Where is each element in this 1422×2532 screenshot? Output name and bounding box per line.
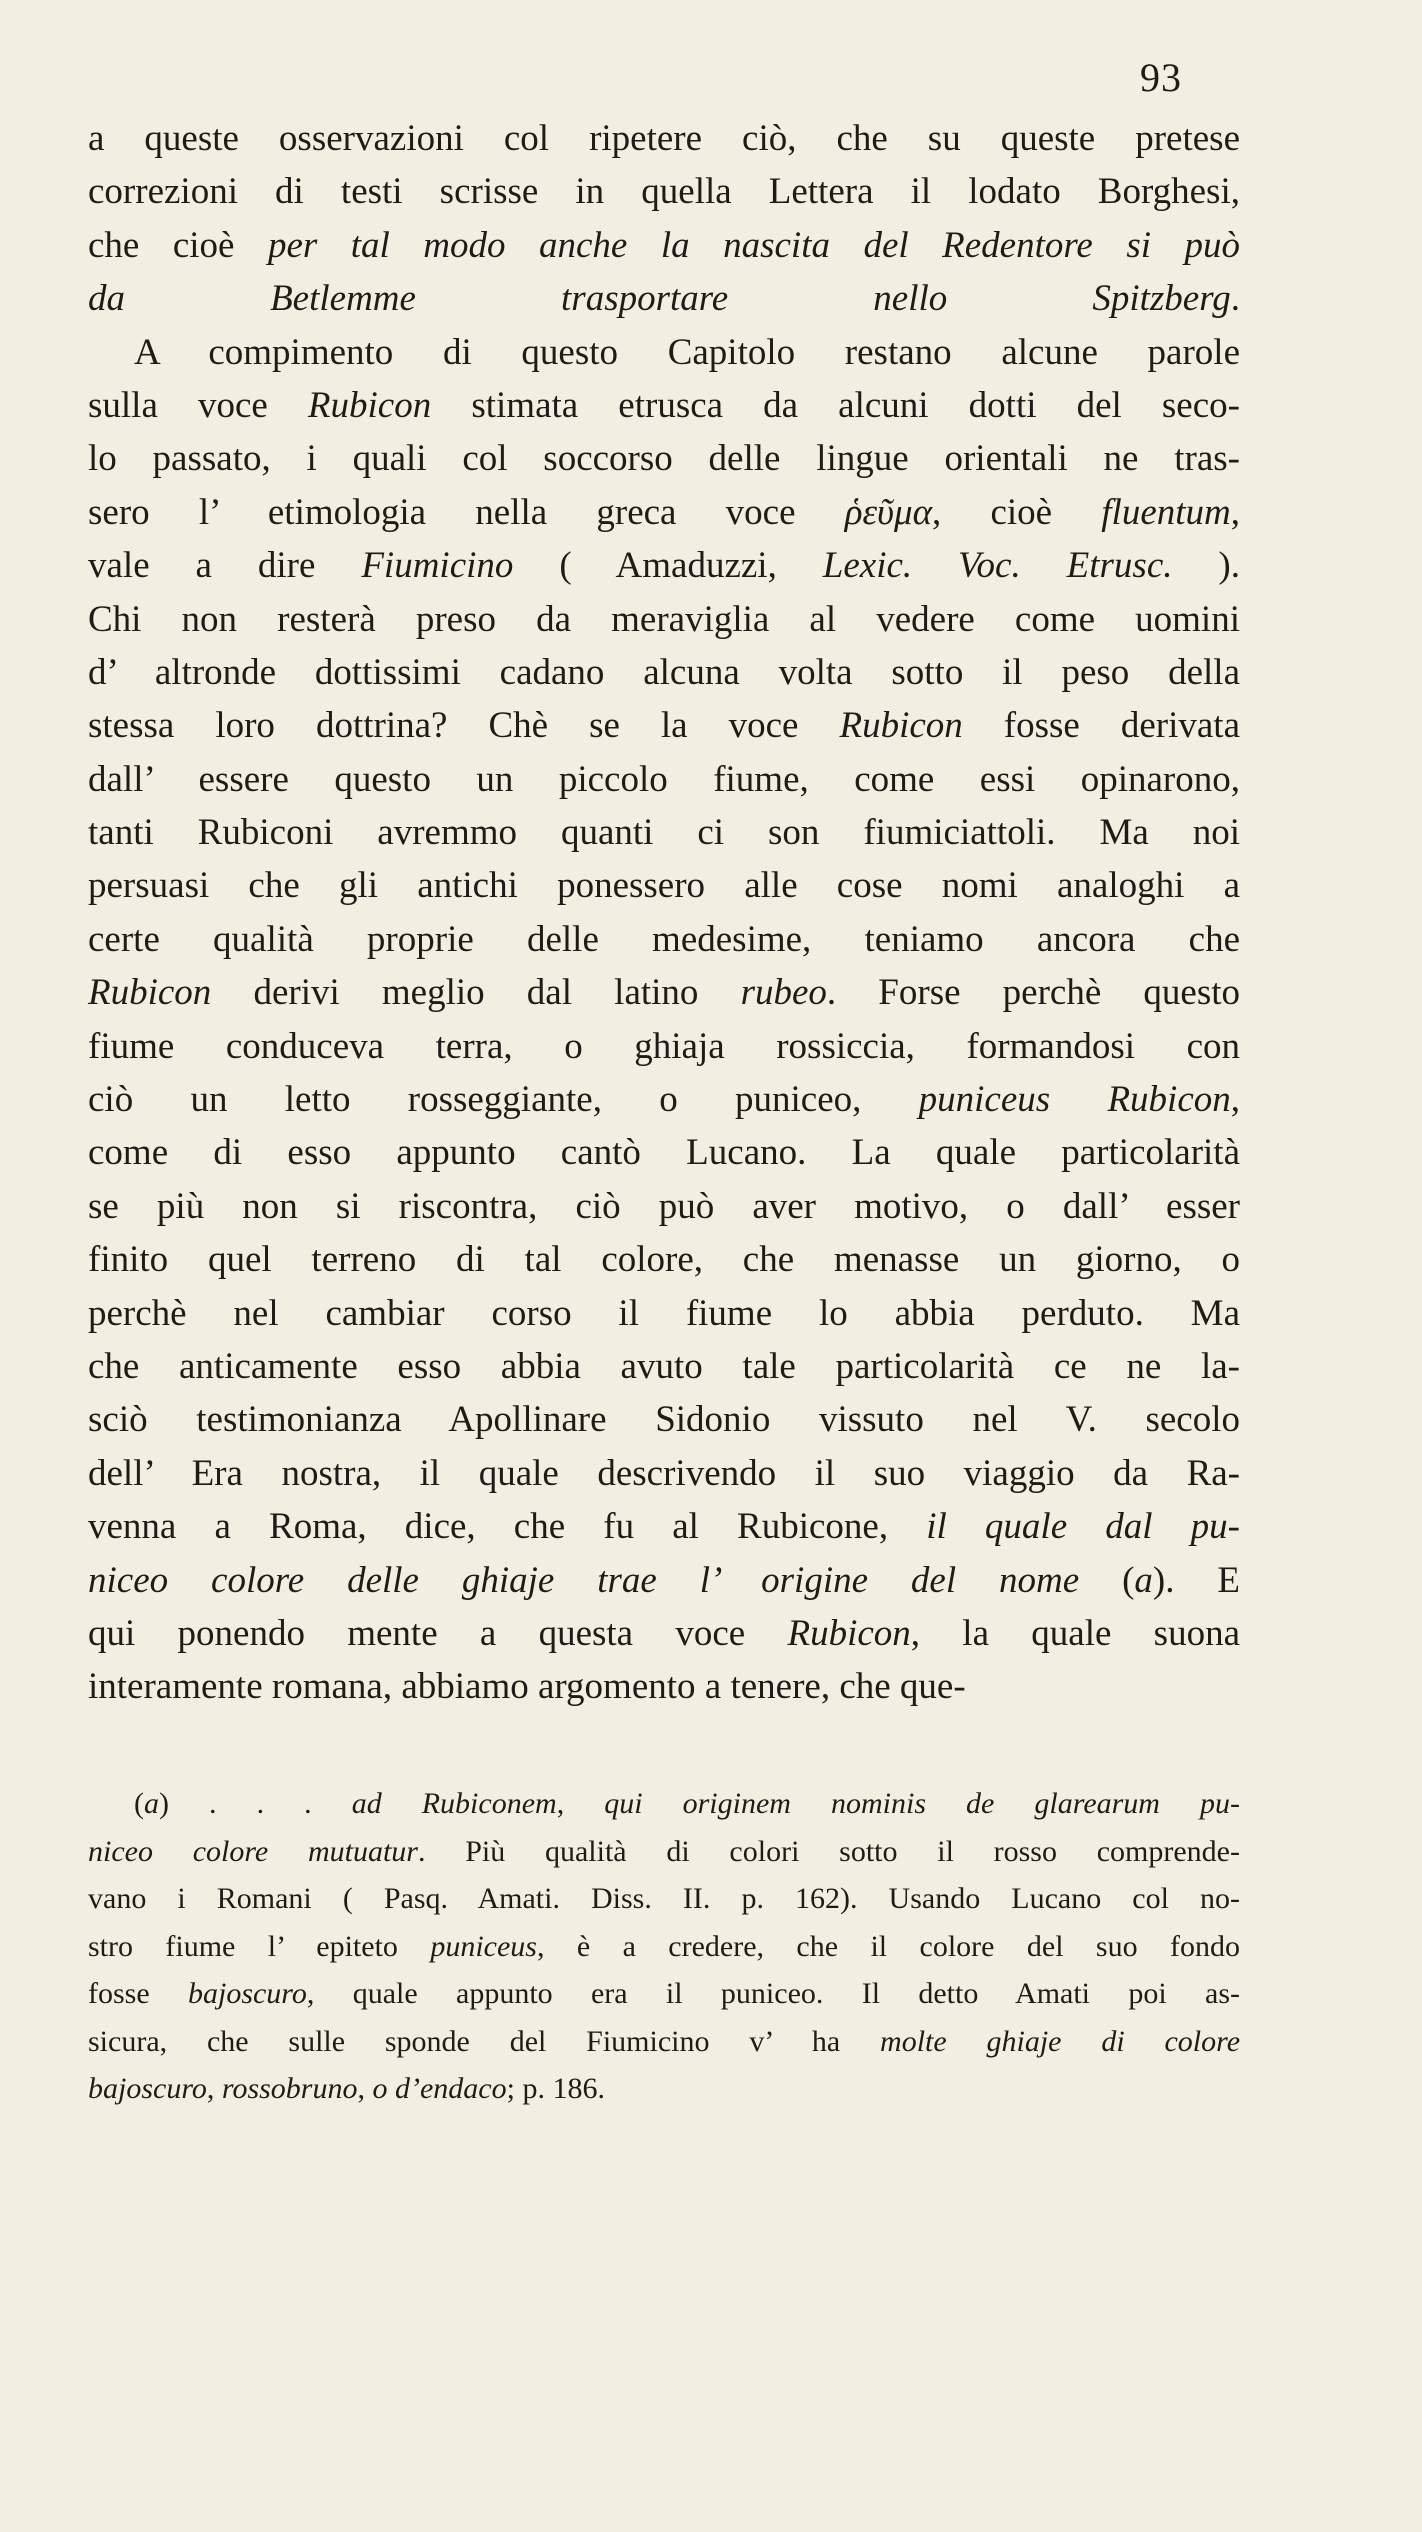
page-number: 93 [1140,55,1182,100]
body-text: vale a dire [88,545,362,587]
body-text: perchè nel cambiar corso il fiume lo abbia perduto. Ma [88,1292,1240,1334]
body-line [88,593,1240,646]
body-text: fiume conduceva terra, o ghiaja rossiccia, formandosi con [88,1025,1240,1067]
body-line [88,1660,1240,1713]
body-text: sulla voce [88,384,308,426]
body-line [88,1126,1240,1179]
body-line [88,1233,1240,1286]
body-text: Fiumicino [361,545,514,587]
body-text: ciò un letto rosseggiante, o puniceo, [88,1079,919,1121]
footnote-line [88,1923,1240,1971]
footnote-text: . Più qualità di colori sotto il rosso comprende- [417,1834,1240,1868]
body-text: certe qualità proprie delle medesime, teniamo ancora che [88,918,1240,960]
body-line [88,326,1240,379]
body-text: Rubicon [307,384,432,426]
body-line [88,219,1240,272]
body-text: ). [1172,545,1241,587]
footnote-text: qui originem nominis de glarearum pu- [604,1787,1241,1820]
footnote-text: niceo colore mutuatur [88,1834,418,1868]
body-text: stimata etrusca da alcuni dotti del seco- [431,384,1240,426]
body-text: . [1230,278,1240,320]
body-text [88,112,1240,1714]
footnote-text: stro fiume l’ epiteto [88,1929,431,1963]
body-text: Chi non resterà preso da meraviglia al vedere come uomini [88,598,1240,640]
footnote-text: rossobruno [221,2072,358,2105]
body-text: Rubicon [839,705,963,747]
body-text: interamente romana, abbiamo argomento a tenere, che que- [88,1666,966,1708]
body-text: qui ponendo mente a questa voce [88,1612,788,1654]
body-line [88,966,1240,1019]
footnote-text: a [144,1787,159,1820]
footnote-text: sicura, che sulle sponde del Fiumicino v’ ha [88,2024,881,2058]
body-line [88,379,1240,432]
footnote-text: , quale appunto era il puniceo. Il detto Amati poi as- [306,1977,1240,2010]
body-text: Lexic. Voc. Etrusc. [822,545,1173,587]
body-text: niceo colore delle ghiaje trae l’ origine del nome [88,1559,1080,1601]
body-text: ( Amaduzzi, [513,545,823,587]
body-text: tanti Rubiconi avremmo quanti ci son fiumiciattoli. Ma noi [88,812,1240,854]
body-text: che cioè [88,224,268,266]
footnote-text: o d’endaco [372,2072,507,2105]
body-text: da Betlemme trasportare nello Spitzberg [88,278,1231,320]
body-text: dall’ essere questo un piccolo fiume, come essi opinarono, [88,758,1240,800]
body-line [88,1607,1240,1660]
body-line [88,112,1240,165]
footnote-text: ) . . . [159,1787,352,1820]
body-text: stessa loro dottrina? Chè se la voce [88,705,840,747]
footnote-line [88,1875,1240,1923]
body-line [88,1340,1240,1393]
footnote-text: ( [134,1787,144,1820]
body-line [88,806,1240,859]
body-line [88,272,1240,325]
footnote-text: puniceus [430,1929,537,1963]
body-text: , cioè [932,491,1102,533]
body-line [88,913,1240,966]
body-text: a [1134,1559,1153,1601]
body-text: , [1230,491,1240,533]
body-line [88,165,1240,218]
footnote-text: , [556,1787,605,1820]
body-text: rubeo [740,972,827,1014]
body-text: d’ altronde dottissimi cadano alcuna volta sotto il peso della [88,651,1240,693]
body-line [88,486,1240,539]
body-text: il quale dal pu- [926,1506,1240,1548]
body-line [88,699,1240,752]
body-line [88,432,1240,485]
footnote-line [88,1780,1240,1828]
body-line [88,753,1240,806]
body-text: correzioni di testi scrisse in quella Lettera il lodato Borghesi, [88,171,1240,213]
body-text: ( [1079,1559,1135,1601]
footnote-line [88,2065,1240,2113]
body-line [88,646,1240,699]
body-text: , [1230,1079,1241,1121]
footnote-text: molte ghiaje di colore [880,2024,1241,2058]
body-text: ). E [1152,1559,1240,1601]
body-text: per tal modo anche la nascita del Redentore si può [267,224,1240,266]
body-text: derivi meglio dal latino [211,972,741,1014]
footnote-text: ; p. 186. [506,2072,605,2105]
footnote [88,1780,1240,2113]
footnote-text: , [206,2072,222,2105]
body-text: sciò testimonianza Apollinare Sidonio vissuto nel V. secolo [88,1399,1240,1441]
body-text: a queste osservazioni col ripetere ciò, che su queste pretese [88,118,1240,159]
body-text: Rubicon [787,1612,911,1654]
body-line [88,1073,1240,1126]
footnote-text: fosse [88,1977,188,2010]
footnote-line [88,1828,1240,1876]
body-text: finito quel terreno di tal colore, che menasse un giorno, o [88,1239,1240,1281]
body-text: fosse derivata [962,705,1240,747]
body-line [88,1554,1240,1607]
body-text: che anticamente esso abbia avuto tale particolarità ce ne la- [88,1345,1240,1387]
body-line [88,1180,1240,1233]
body-text: dell’ Era nostra, il quale descrivendo il suo viaggio da Ra- [88,1452,1240,1494]
footnote-text: vano i Romani ( Pasq. Amati. Diss. II. p. 162). Usando Lucano col no- [88,1882,1240,1915]
body-text: sero l’ etimologia nella greca voce [88,491,845,533]
body-line [88,859,1240,912]
footnote-text: , [357,2072,373,2105]
body-line [88,1393,1240,1446]
footnote-text: , è a credere, che il colore del suo fondo [536,1929,1240,1963]
body-text: se più non si riscontra, ciò può aver motivo, o dall’ esser [88,1185,1240,1227]
footnote-line [88,1970,1240,2018]
body-text: , la quale suona [910,1612,1240,1654]
body-text: come di esso appunto cantò Lucano. La quale particolarità [88,1132,1240,1174]
body-text: A compimento di questo Capitolo restano alcune parole [134,331,1240,373]
body-text: venna a Roma, dice, che fu al Rubicone, [88,1506,927,1548]
body-line [88,1020,1240,1073]
footnote-line [88,2018,1240,2066]
body-text: . Forse perchè questo [826,972,1240,1014]
body-line [88,539,1240,592]
body-text: puniceus Rubicon [918,1079,1231,1121]
body-line [88,1447,1240,1500]
footnote-text: bajoscuro [187,1977,307,2010]
footnote-text: bajoscuro [88,2072,207,2105]
body-text: ῥεῦμα [844,491,933,533]
footnote-text: ad Rubiconem [351,1787,557,1820]
body-text: Rubicon [88,972,212,1014]
body-text: lo passato, i quali col soccorso delle lingue orientali ne tras- [88,438,1240,480]
body-line [88,1287,1240,1340]
body-text: fluentum [1101,491,1231,533]
body-text: persuasi che gli antichi ponessero alle cose nomi analoghi a [88,865,1240,907]
body-line [88,1500,1240,1553]
